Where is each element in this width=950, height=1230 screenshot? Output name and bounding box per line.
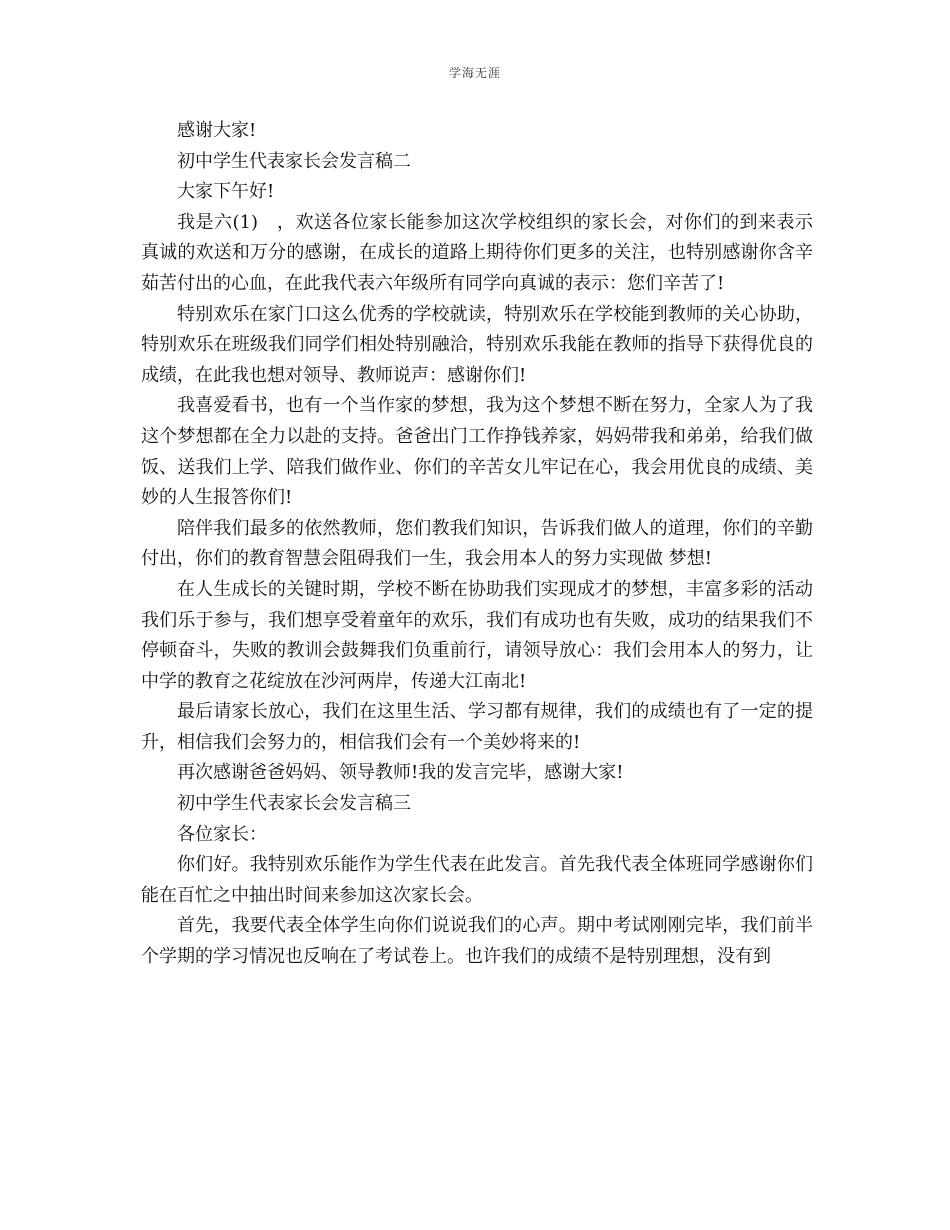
paragraph: 陪伴我们最多的依然教师，您们教我们知识，告诉我们做人的道理，你们的辛勤付出，你们的教育智慧会阻碍我们一生，我会用本人的努力实现做 梦想! [141, 517, 813, 570]
paragraph: 首先，我要代表全体学生向你们说说我们的心声。期中考试刚刚完毕，我们前半个学期的学习情况也反响在了考试卷上。也许我们的成绩不是特别理想，没有到 [141, 915, 813, 968]
section-heading: 初中学生代表家长会发言稿二 [177, 150, 411, 172]
paragraph: 在人生成长的关键时期，学校不断在协助我们实现成才的梦想，丰富多彩的活动我们乐于参与，我们想享受着童年的欢乐，我们有成功也有失败，成功的结果我们不停顿奋斗，失败的教训会鼓舞我们负重前行，请领导放心：我们会用本人的努力，让 中学的教育之花绽放在沙河两岸，传递大江南北! [141, 578, 813, 692]
paragraph: 最后请家长放心，我们在这里生活、学习都有规律，我们的成绩也有了一定的提升，相信我们会努力的，相信我们会有一个美妙将来的! [141, 701, 813, 753]
document-body [141, 116, 813, 973]
paragraph: 再次感谢爸爸妈妈、领导教师!我的发言完毕，感谢大家! [177, 762, 624, 784]
paragraph: 大家下午好! [177, 181, 275, 203]
paragraph: 你们好。我特别欢乐能作为学生代表在此发言。首先我代表全体班同学感谢你们能在百忙之中抽出时间来参加这次家长会。 [141, 854, 813, 906]
paragraph: 感谢大家! [177, 120, 257, 141]
paragraph: 特别欢乐在家门口这么优秀的学校就读，特别欢乐在学校能到教师的关心协助，特别欢乐在班级我们同学们相处特别融洽，特别欢乐我能在教师的指导下获得优良的成绩，在此我也想对领导、教师说声：感谢你们! [141, 303, 813, 386]
paragraph: 我喜爱看书，也有一个当作家的梦想，我为这个梦想不断在努力，全家人为了我这个梦想都在全力以赴的支持。爸爸出门工作挣钱养家，妈妈带我和弟弟，给我们做饭、送我们上学、陪我们做作业、你们的辛苦女儿牢记在心，我会用优良的成绩、美妙的人生报答你们! [141, 395, 813, 509]
page-header: 学海无涯 [448, 66, 501, 80]
section-heading: 初中学生代表家长会发言稿三 [177, 793, 411, 815]
paragraph: 各位家长： [177, 823, 267, 845]
paragraph: 我是六(1) ，欢送各位家长能参加这次学校组织的家长会，对你们的到来表示真诚的欢送和万分的感谢，在成长的道路上期待你们更多的关注，也特别感谢你含辛茹苦付出的心血，在此我代表六年级所有同学向真诚的表示：您们辛苦了! [141, 211, 813, 294]
